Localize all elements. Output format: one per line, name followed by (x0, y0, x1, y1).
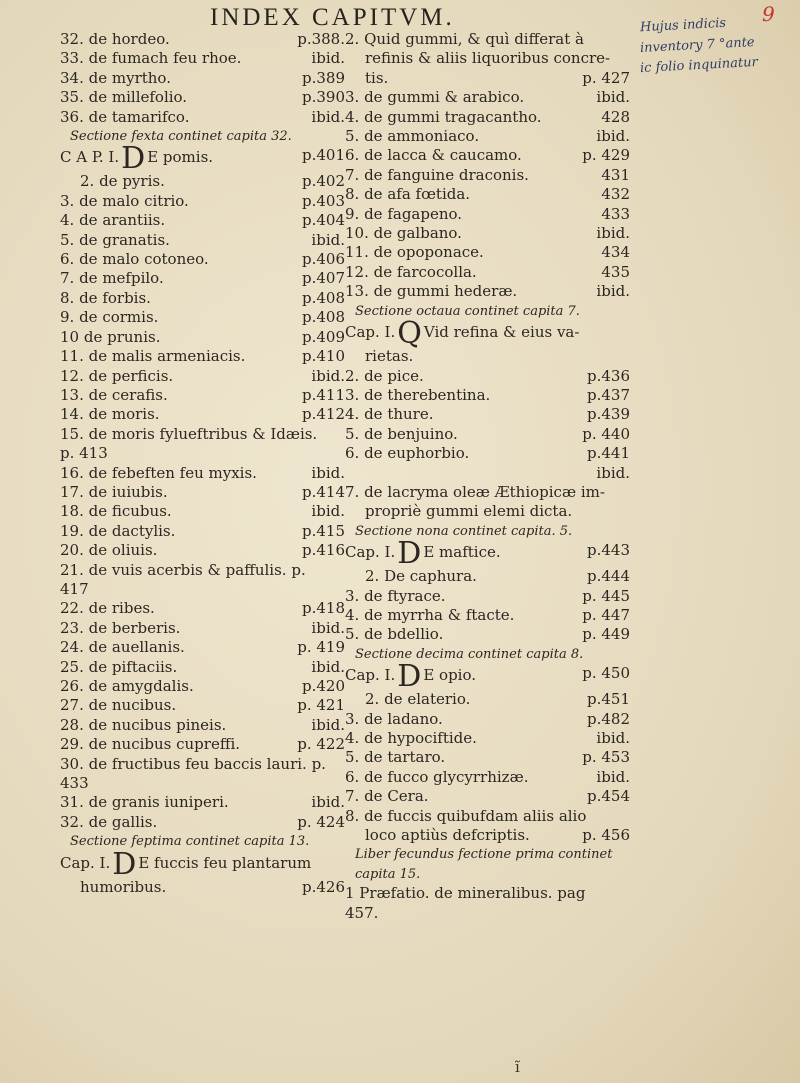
entry-title: 12. de farcocolla. (345, 262, 477, 281)
index-entry (60, 88, 345, 107)
section-heading (345, 645, 630, 664)
page-reference: ibid. (596, 282, 630, 301)
entry-title: 12. de perficis. (60, 366, 174, 385)
entry-title: 10 de prunis. (60, 327, 161, 346)
index-entry (345, 690, 630, 709)
page-reference: p.436 (586, 366, 630, 385)
drop-cap: D (397, 659, 422, 695)
page-reference: p. 419 (297, 638, 345, 657)
index-entry (60, 30, 345, 49)
index-entry (345, 166, 630, 185)
page-reference: p.406 (301, 250, 345, 269)
entry-title: Sectione feptima continet capita 13. (70, 834, 310, 850)
folio-number: 9 (762, 2, 775, 26)
index-entry (345, 729, 630, 748)
index-entry (60, 483, 345, 502)
entry-title-rest: E maftice. (423, 543, 501, 562)
index-entry (60, 405, 345, 424)
entry-title: 16. de febeften feu myxis. (60, 463, 257, 482)
index-entry (345, 146, 630, 165)
index-entry (345, 748, 630, 767)
entry-title: 11. de opoponace. (345, 243, 484, 262)
index-entry (345, 205, 630, 224)
index-entry (345, 464, 630, 483)
page-reference: p.443 (586, 541, 630, 560)
index-entry (60, 658, 345, 677)
index-entry (60, 522, 345, 541)
index-entry (345, 185, 630, 204)
entry-title: Sectione nona continet capita. 5. (355, 523, 573, 539)
entry-title: 25. de piftaciis. (60, 657, 178, 676)
page-reference: p. 456 (582, 826, 630, 845)
entry-title: capita 15. (355, 866, 421, 882)
entry-title: 8. de forbis. (60, 288, 151, 307)
entry-title: 22. de ribes. (60, 599, 155, 618)
page-reference: ibid. (596, 767, 630, 786)
entry-title: 4. de hypociftide. (345, 729, 477, 747)
page-reference: ibid. (311, 618, 345, 637)
entry-title: 3. de ftyrace. (345, 586, 446, 605)
index-entry (60, 619, 345, 638)
entry-title: 8. de afa fœtida. (345, 185, 471, 204)
index-entry (345, 224, 630, 243)
entry-title: 23. de berberis. (60, 618, 181, 637)
index-entry (345, 483, 630, 502)
index-entry (60, 141, 345, 177)
page-reference: p.403 (301, 191, 345, 210)
entry-title: 19. de dactylis. (60, 521, 176, 540)
entry-title: Cap. I. (345, 323, 396, 342)
index-entry (60, 367, 345, 386)
section-heading (345, 522, 630, 541)
index-entry (345, 127, 630, 146)
page-reference: p.388. (297, 30, 345, 48)
index-entry (60, 425, 345, 444)
entry-title: 18. de ficubus. (60, 502, 172, 521)
index-entry (345, 108, 630, 127)
index-entry (345, 625, 630, 644)
page-title: INDEX CAPITVM. (210, 4, 455, 31)
page-reference: p. 445 (582, 586, 630, 605)
handwritten-note-line-3: ic folio inquinatur (639, 54, 759, 77)
entry-title: 5. de granatis. (60, 230, 170, 249)
entry-title: p. 413 (60, 444, 108, 463)
page-reference: p.414 (301, 482, 345, 501)
page-reference: p.401 (301, 146, 345, 165)
index-entry (345, 659, 630, 695)
page-reference: p.410 (301, 347, 345, 366)
page-reference: 432 (601, 185, 630, 204)
entry-title: Cap. I. (345, 666, 396, 685)
entry-title: 7. de fanguine draconis. (345, 165, 529, 184)
index-entry (345, 69, 630, 88)
section-heading (60, 832, 345, 851)
entry-title: 13. de cerafis. (60, 385, 168, 404)
entry-title: 5. de bdellio. (345, 625, 444, 644)
page-reference: p.454 (586, 787, 630, 806)
page-reference: p.409 (301, 327, 345, 346)
index-entry (60, 192, 345, 211)
index-entry (60, 774, 345, 793)
page-reference: p.404 (301, 211, 345, 230)
entry-title: 34. de myrtho. (60, 68, 171, 87)
entry-title-rest: E fuccis feu plantarum (138, 853, 312, 872)
index-entry (345, 904, 630, 923)
page-reference: p. 447 (582, 605, 630, 624)
index-entry (60, 813, 345, 832)
index-entry (345, 88, 630, 107)
page-reference: p. 422 (297, 735, 345, 754)
entry-title: 9. de cormis. (60, 308, 159, 327)
entry-title: 4. de arantiis. (60, 211, 166, 230)
drop-cap: D (112, 846, 137, 882)
index-entry (60, 250, 345, 269)
entry-title: humoribus. (80, 877, 167, 896)
index-entry (345, 30, 630, 49)
entry-title: 33. de fumach feu rhoe. (60, 49, 242, 68)
page-reference: 428 (601, 107, 630, 126)
page-reference: ibid. (311, 463, 345, 482)
page-reference: p. 421 (297, 696, 345, 715)
index-entry (345, 536, 630, 572)
index-entry (345, 444, 630, 463)
page-reference: ibid. (596, 127, 630, 146)
page-reference: 434 (601, 243, 630, 262)
index-entry (345, 502, 630, 521)
index-entry (345, 587, 630, 606)
index-entry (60, 716, 345, 735)
page-reference: ibid. (596, 88, 630, 107)
entry-title: 13. de gummi hederæ. (345, 282, 518, 301)
entry-title: 6. de malo cotoneo. (60, 250, 209, 269)
drop-cap: D (121, 141, 146, 177)
index-entry (60, 328, 345, 347)
page-reference: 431 (601, 165, 630, 184)
index-entry (60, 386, 345, 405)
index-entry (60, 638, 345, 657)
entry-title: 21. de vuis acerbis & paffulis. p. (60, 560, 306, 579)
entry-title: 417 (60, 579, 89, 598)
handwritten-note-line-2: inventory 7 °ante (639, 35, 755, 56)
index-entry (60, 561, 345, 580)
entry-title: 6. de fucco glycyrrhizæ. (345, 767, 529, 786)
entry-title: 3. de malo citrio. (60, 191, 189, 210)
index-entry (60, 211, 345, 230)
index-entry (60, 49, 345, 68)
index-entry (60, 755, 345, 774)
entry-title: 1 Præfatio. de mineralibus. pag (345, 884, 586, 903)
section-heading (345, 302, 630, 321)
index-entry (345, 884, 630, 903)
entry-title: 3. de ladano. (345, 709, 443, 728)
index-entry (345, 768, 630, 787)
entry-title: 7. de lacryma oleæ Æthiopicæ im- (345, 482, 605, 501)
entry-title: propriè gummi elemi dicta. (365, 502, 573, 521)
index-entry (60, 231, 345, 250)
index-entry (60, 108, 345, 127)
entry-title: 35. de millefolio. (60, 88, 188, 107)
entry-title: 30. de fructibus feu baccis lauri. p. (60, 754, 326, 773)
page-reference: p.439 (586, 405, 630, 424)
entry-title: 4. de gummi tragacantho. (345, 107, 542, 126)
section-heading (345, 845, 630, 864)
entry-title: C A P. I. (60, 148, 120, 167)
entry-title: 4. de thure. (345, 405, 434, 424)
page-reference: p.415 (301, 521, 345, 540)
entry-title: 433 (60, 774, 89, 793)
entry-title: 5. de benjuino. (345, 424, 458, 443)
page-reference: p.441 (586, 444, 630, 463)
page-reference: ibid. (311, 793, 345, 812)
entry-title: 14. de moris. (60, 405, 160, 424)
entry-title: Liber fecundus fectione prima continet (355, 847, 613, 863)
page-reference: p. 440 (582, 424, 630, 443)
entry-title: 3. de gummi & arabico. (345, 88, 525, 107)
index-entry (60, 677, 345, 696)
entry-title-rest: E opio. (423, 666, 477, 685)
entry-title: 7. de mefpilo. (60, 269, 164, 288)
entry-title: 24. de auellanis. (60, 638, 185, 657)
index-entry (60, 541, 345, 560)
entry-title: 10. de galbano. (345, 224, 462, 243)
index-entry (345, 263, 630, 282)
entry-title: 9. de fagapeno. (345, 204, 463, 223)
index-entry (60, 269, 345, 288)
index-entry (345, 787, 630, 806)
page-reference: ibid. (311, 715, 345, 734)
index-entry (60, 735, 345, 754)
page-reference: p. 450 (582, 664, 630, 683)
page-reference: p.420 (301, 677, 345, 695)
page-reference: p.426 (301, 877, 345, 896)
page-reference: p.408 (301, 308, 345, 327)
index-entry (345, 405, 630, 424)
entry-title: 11. de malis armeniacis. (60, 347, 246, 366)
entry-title: 15. de moris fylueftribus & Idæis. (60, 424, 318, 443)
entry-title: 32. de gallis. (60, 812, 158, 831)
index-entry (345, 243, 630, 262)
section-heading (345, 865, 630, 884)
page-reference: ibid. (311, 366, 345, 385)
page-reference: ibid. (311, 502, 345, 521)
page-reference: 433 (601, 204, 630, 223)
index-entry (345, 606, 630, 625)
entry-title: 2. de pice. (345, 366, 424, 385)
entry-title: Sectione decima continet capita 8. (355, 646, 584, 662)
index-entry (345, 367, 630, 386)
entry-title: 2. de pyris. (80, 172, 165, 191)
index-entry (60, 444, 345, 463)
index-entry (60, 599, 345, 618)
page-reference: p. 449 (582, 625, 630, 644)
page-reference: p.402 (301, 172, 345, 191)
entry-title: 31. de granis iuniperi. (60, 793, 229, 812)
page-reference: p.444 (586, 567, 630, 586)
section-heading (60, 127, 345, 146)
entry-title: 3. de therebentina. (345, 385, 491, 404)
index-entry (345, 49, 630, 68)
entry-title: 7. de Cera. (345, 787, 429, 806)
entry-title: 5. de tartaro. (345, 748, 446, 767)
entry-title: tis. (365, 68, 389, 87)
index-entry (345, 567, 630, 586)
page-reference: p.411 (301, 385, 345, 404)
page-reference: 435 (601, 262, 630, 281)
entry-title: Sectione fexta continet capita 32. (70, 129, 292, 145)
page-reference: ibid. (311, 657, 345, 676)
index-entry (60, 696, 345, 715)
entry-title: loco aptiùs defcriptis. (365, 826, 530, 845)
index-entry (60, 308, 345, 327)
right-column (345, 30, 630, 923)
page-reference: ibid. (596, 224, 630, 243)
entry-title: 32. de hordeo. (60, 30, 170, 48)
entry-title: 2. de elaterio. (365, 690, 471, 709)
index-entry (60, 289, 345, 308)
page-reference: p.390 (301, 88, 345, 107)
page-reference: p.408 (301, 288, 345, 307)
page-reference: ibid. (596, 729, 630, 747)
page-reference: p.451 (586, 690, 630, 709)
index-entry (345, 425, 630, 444)
index-entry (60, 347, 345, 366)
index-entry (60, 464, 345, 483)
index-entry (60, 846, 345, 882)
page-reference: p.416 (301, 541, 345, 560)
index-entry (60, 580, 345, 599)
entry-title: Cap. I. (345, 543, 396, 562)
entry-title: 36. de tamarifco. (60, 107, 190, 126)
index-entry (345, 347, 630, 366)
entry-title: 8. de fuccis quibufdam aliis alio (345, 806, 587, 825)
index-entry (345, 826, 630, 845)
entry-title: 6. de lacca & caucamo. (345, 146, 522, 165)
page-reference: p.482 (586, 709, 630, 728)
index-entry (60, 69, 345, 88)
index-entry (345, 316, 630, 352)
page-reference: ibid. (311, 230, 345, 249)
index-entry (60, 793, 345, 812)
index-entry (60, 502, 345, 521)
page-reference: p.407 (301, 269, 345, 288)
index-entry (345, 386, 630, 405)
index-entry (345, 282, 630, 301)
page-reference: p. 424 (297, 812, 345, 831)
handwritten-note-line-1: Hujus indicis (639, 15, 727, 36)
index-entry (60, 878, 345, 897)
entry-title-rest: Vid refina & eius va- (423, 323, 580, 342)
drop-cap: D (397, 536, 422, 572)
entry-title: 17. de iuiubis. (60, 482, 168, 501)
entry-title: 457. (345, 903, 379, 922)
index-entry (60, 172, 345, 191)
page-reference: p.412 (301, 405, 345, 424)
entry-title: refinis & aliis liquoribus concre- (365, 49, 611, 68)
index-entry (345, 807, 630, 826)
page-reference: ibid. (596, 463, 630, 482)
entry-title: Cap. I. (60, 853, 111, 872)
entry-title: Sectione octaua continet capita 7. (355, 303, 580, 319)
page-reference: p.418 (301, 599, 345, 618)
drop-cap: Q (397, 316, 422, 352)
entry-title-rest: E pomis. (147, 148, 214, 167)
entry-title: 2. De caphura. (365, 567, 477, 586)
page-reference: p.437 (586, 385, 630, 404)
entry-title: 6. de euphorbio. (345, 444, 470, 463)
page-reference: p. 453 (582, 748, 630, 767)
entry-title: 4. de myrrha & ftacte. (345, 605, 515, 624)
entry-title: 27. de nucibus. (60, 696, 177, 715)
page-reference: ibid. (311, 107, 345, 126)
page-reference: p. 429 (582, 146, 630, 165)
entry-title: 26. de amygdalis. (60, 677, 194, 695)
page-reference: p.389 (301, 68, 345, 87)
entry-title: 28. de nucibus pineis. (60, 715, 227, 734)
entry-title: 5. de ammoniaco. (345, 127, 480, 146)
index-entry (345, 710, 630, 729)
entry-title: 2. Quid gummi, & quì differat à (345, 30, 584, 48)
page-reference: ibid. (311, 49, 345, 68)
signature-mark: ĩ (515, 1058, 520, 1076)
entry-title: 20. de oliuis. (60, 541, 158, 560)
entry-title: rietas. (365, 347, 414, 366)
page-reference: p. 427 (582, 68, 630, 87)
entry-title: 29. de nucibus cupreffi. (60, 735, 241, 754)
left-column (60, 30, 345, 897)
